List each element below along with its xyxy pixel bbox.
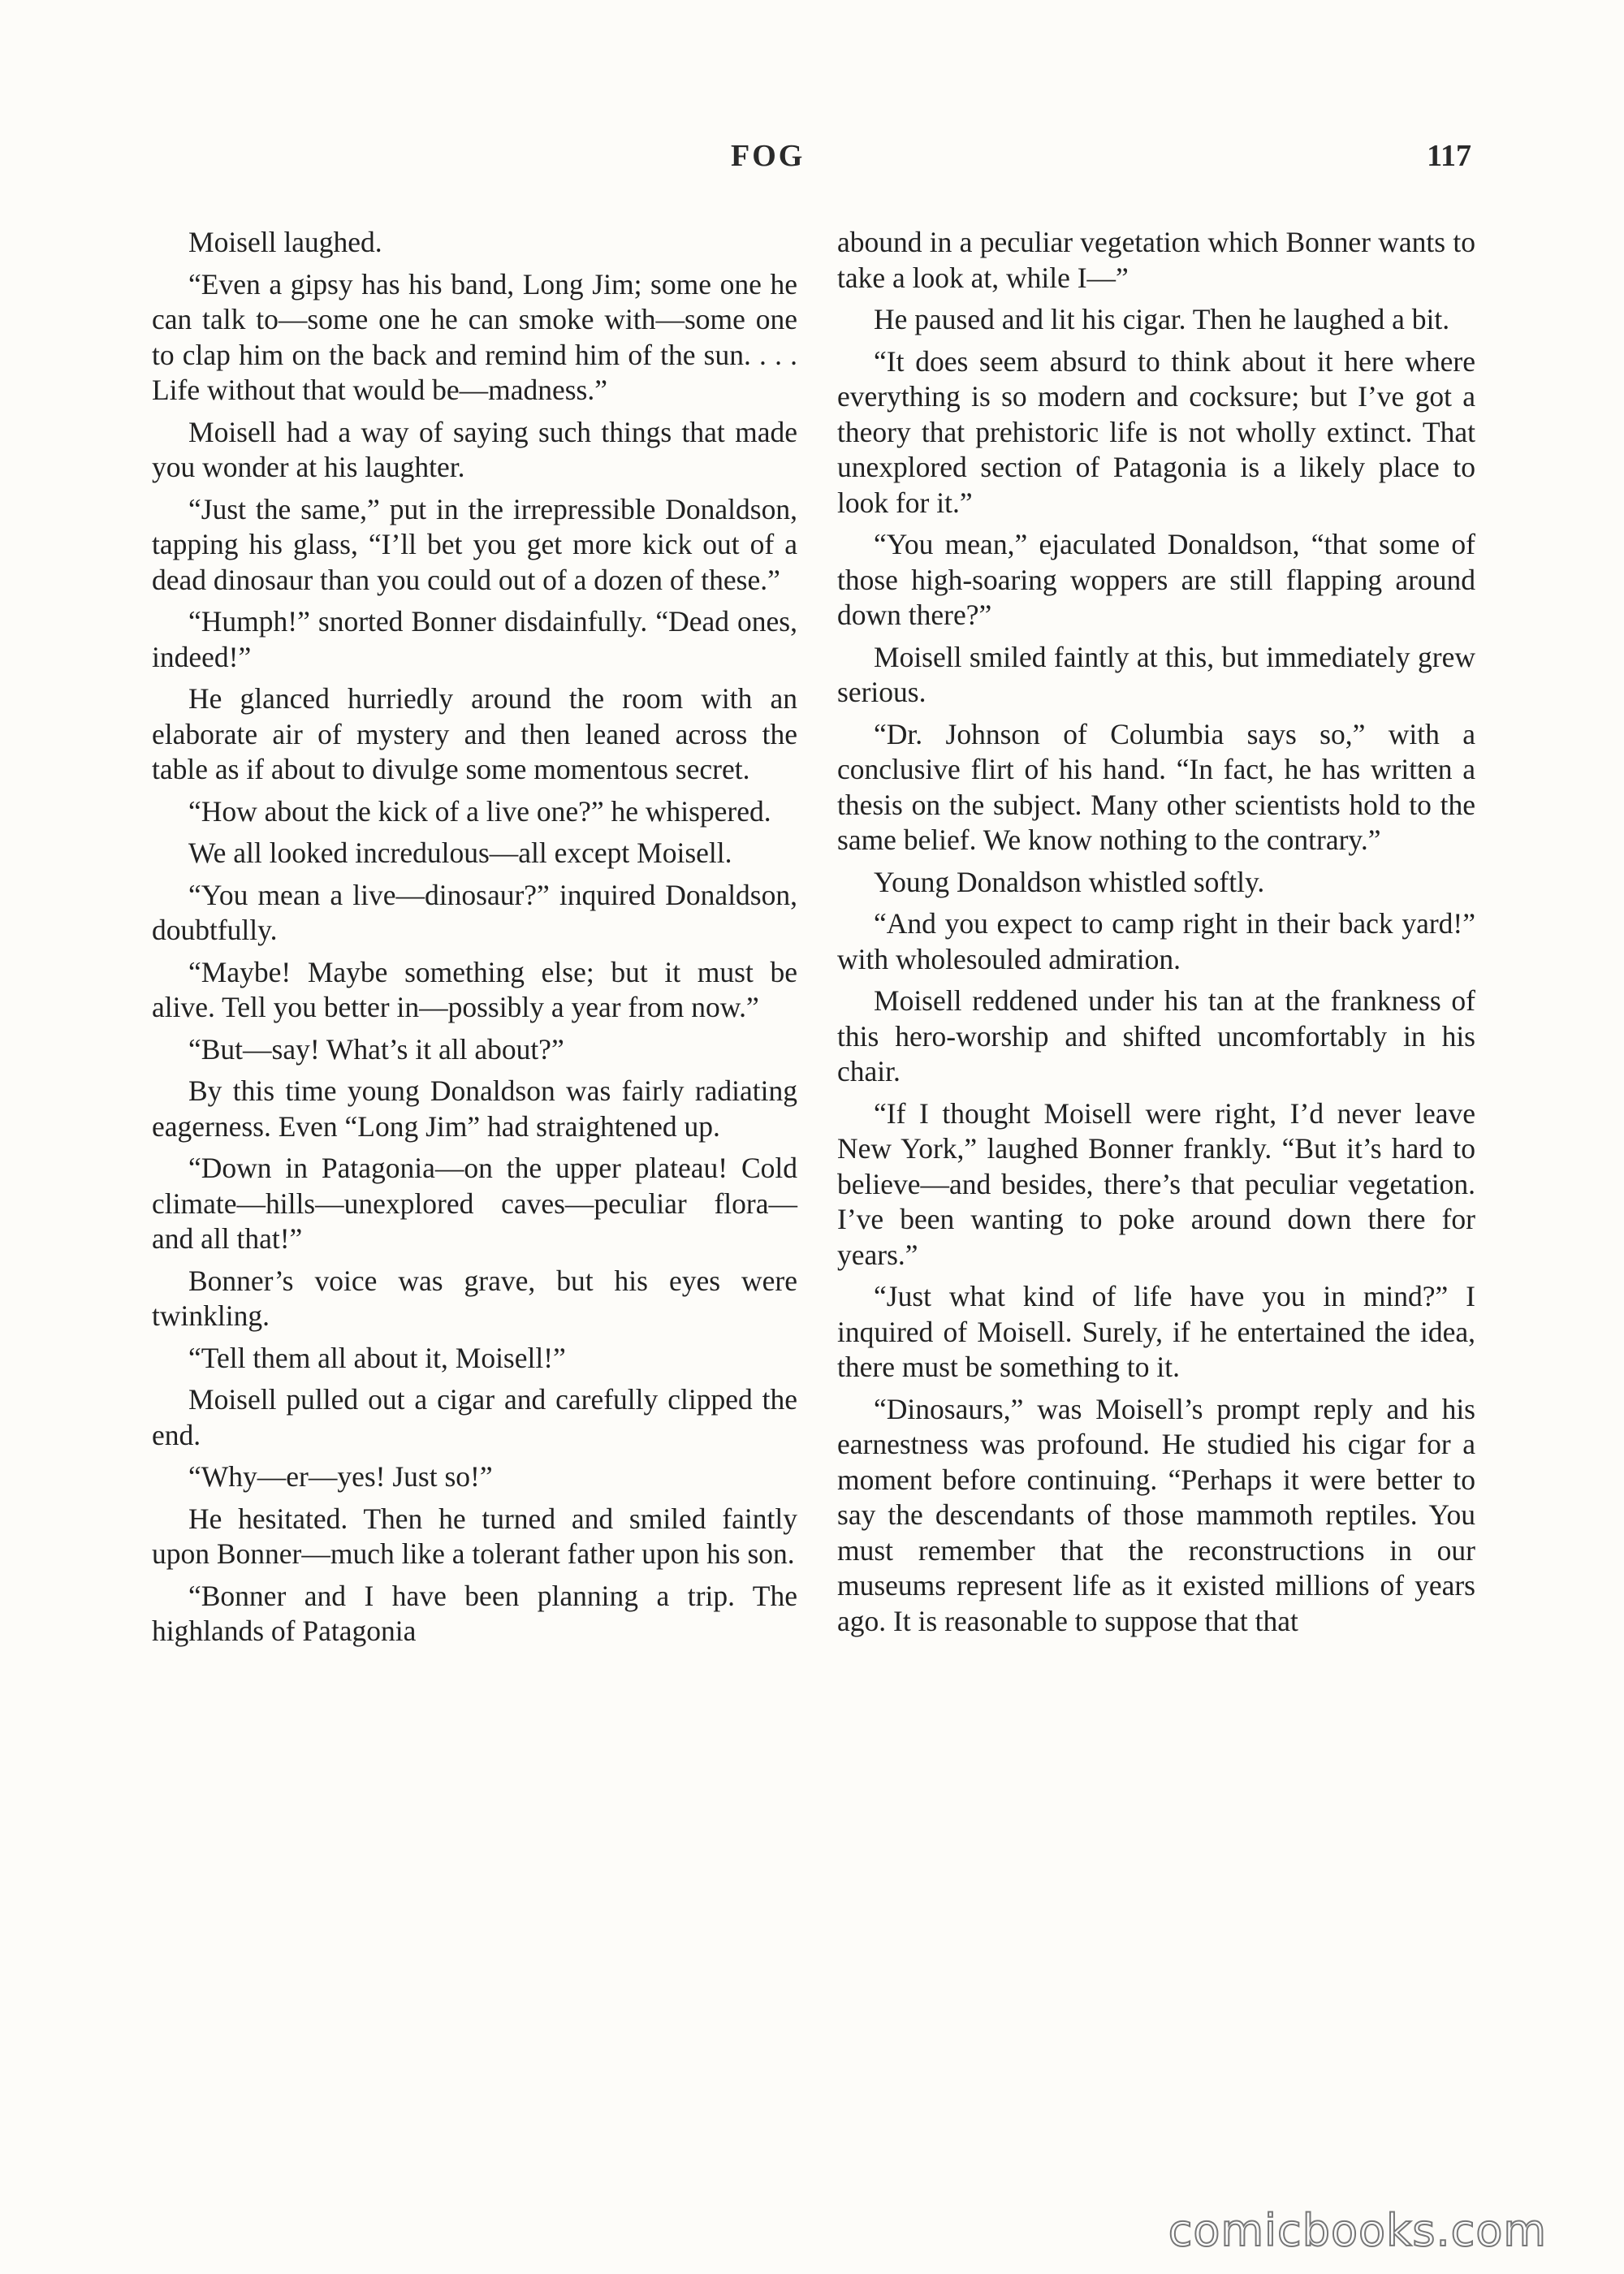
paragraph: Moisell had a way of saying such things that made you wonder at his laughter. [152, 415, 797, 483]
paragraph: Moisell pulled out a cigar and carefully clipped the end. [152, 1383, 797, 1451]
paragraph: “It does seem absurd to think about it here where everything is so modern and cocksure; but I’ve got a theory that prehistoric life is not wholly extinct. That unexplored section of Patagonia is a likely place to look for it.” [837, 344, 1475, 519]
paragraph: Young Donaldson whistled softly. [874, 865, 1265, 898]
paragraph: “Bonner and I have been planning a trip. The highlands of Patagonia [152, 1579, 797, 1647]
paragraph-continued: abound in a peculiar vegetation which Bonner wants to take a look at, while I—” [837, 226, 1475, 294]
paragraph: “If I thought Moisell were right, I’d never leave New York,” laughed Bonner frankly. “But it’s hard to believe—and besides, there’s that peculiar vegetation. I’ve been wanting to poke around down there for years.” [837, 1096, 1475, 1271]
paragraph: “Tell them all about it, Moisell!” [188, 1341, 566, 1374]
running-title: FOG [731, 139, 806, 173]
site-watermark: comicbooks.com [1168, 2205, 1547, 2256]
paragraph: Bonner’s voice was grave, but his eyes were twinkling. [152, 1264, 797, 1332]
paragraph: He glanced hurriedly around the room with an elaborate air of mystery and then leaned across the table as if about to divulge some momentous secret. [152, 682, 797, 785]
paragraph: “Just what kind of life have you in mind?” I inquired of Moisell. Surely, if he entertained the idea, there must be something to it. [837, 1280, 1475, 1383]
paragraph: “You mean a live—dinosaur?” inquired Donaldson, doubtfully. [152, 878, 797, 946]
paragraph: “Why—er—yes! Just so!” [188, 1460, 493, 1493]
page-header [0, 138, 1624, 187]
paragraph: “And you expect to camp right in their back yard!” with wholesouled admiration. [837, 907, 1475, 975]
paragraph: Moisell reddened under his tan at the frankness of this hero-worship and shifted uncomfortably in his chair. [837, 984, 1475, 1087]
paragraph: “Maybe! Maybe something else; but it must be alive. Tell you better in—possibly a year from now.” [152, 955, 797, 1023]
paragraph: He paused and lit his cigar. Then he laughed a bit. [874, 303, 1450, 335]
paragraph: “But—say! What’s it all about?” [188, 1032, 564, 1066]
paragraph: Moisell laughed. [188, 226, 382, 258]
paragraph: “You mean,” ejaculated Donaldson, “that some of those high-soaring woppers are still flapping around down there?” [837, 528, 1475, 631]
right-text-column [837, 225, 1475, 1645]
paragraph: He hesitated. Then he turned and smiled faintly upon Bonner—much like a tolerant father upon his son. [152, 1502, 797, 1570]
paragraph: “Even a gipsy has his band, Long Jim; some one he can talk to—some one he can smoke with—some one to clap him on the back and remind him of the sun. . . . Life without that would be—madness.” [152, 267, 797, 406]
left-text-column [152, 225, 797, 1656]
paragraph: “Just the same,” put in the irrepressible Donaldson, tapping his glass, “I’ll bet you get more kick out of a dead dinosaur than you could out of a dozen of these.” [152, 492, 797, 596]
paragraph: We all looked incredulous—all except Moisell. [188, 837, 732, 869]
paragraph: “Down in Patagonia—on the upper plateau! Cold climate—hills—unexplored caves—peculiar flora—and all that!” [152, 1152, 797, 1255]
paragraph: “Dinosaurs,” was Moisell’s prompt reply and his earnestness was profound. He studied his cigar for a moment before continuing. “Perhaps it were better to say the descendants of those mammoth reptiles. You must remember that the reconstructions in our museums represent life as it existed millions of years ago. It is reasonable to suppose that that [837, 1392, 1475, 1637]
paragraph: “How about the kick of a live one?” he whispered. [188, 794, 771, 828]
page-number: 117 [1427, 139, 1471, 173]
paragraph: Moisell smiled faintly at this, but immediately grew serious. [837, 640, 1475, 708]
paragraph: “Humph!” snorted Bonner disdainfully. “Dead ones, indeed!” [152, 605, 797, 673]
paragraph: “Dr. Johnson of Columbia says so,” with a conclusive flirt of his hand. “In fact, he has written a thesis on the subject. Many other scientists hold to the same belief. We know nothing to the contrary.” [837, 717, 1475, 856]
paragraph: By this time young Donaldson was fairly radiating eagerness. Even “Long Jim” had straightened up. [152, 1074, 797, 1143]
